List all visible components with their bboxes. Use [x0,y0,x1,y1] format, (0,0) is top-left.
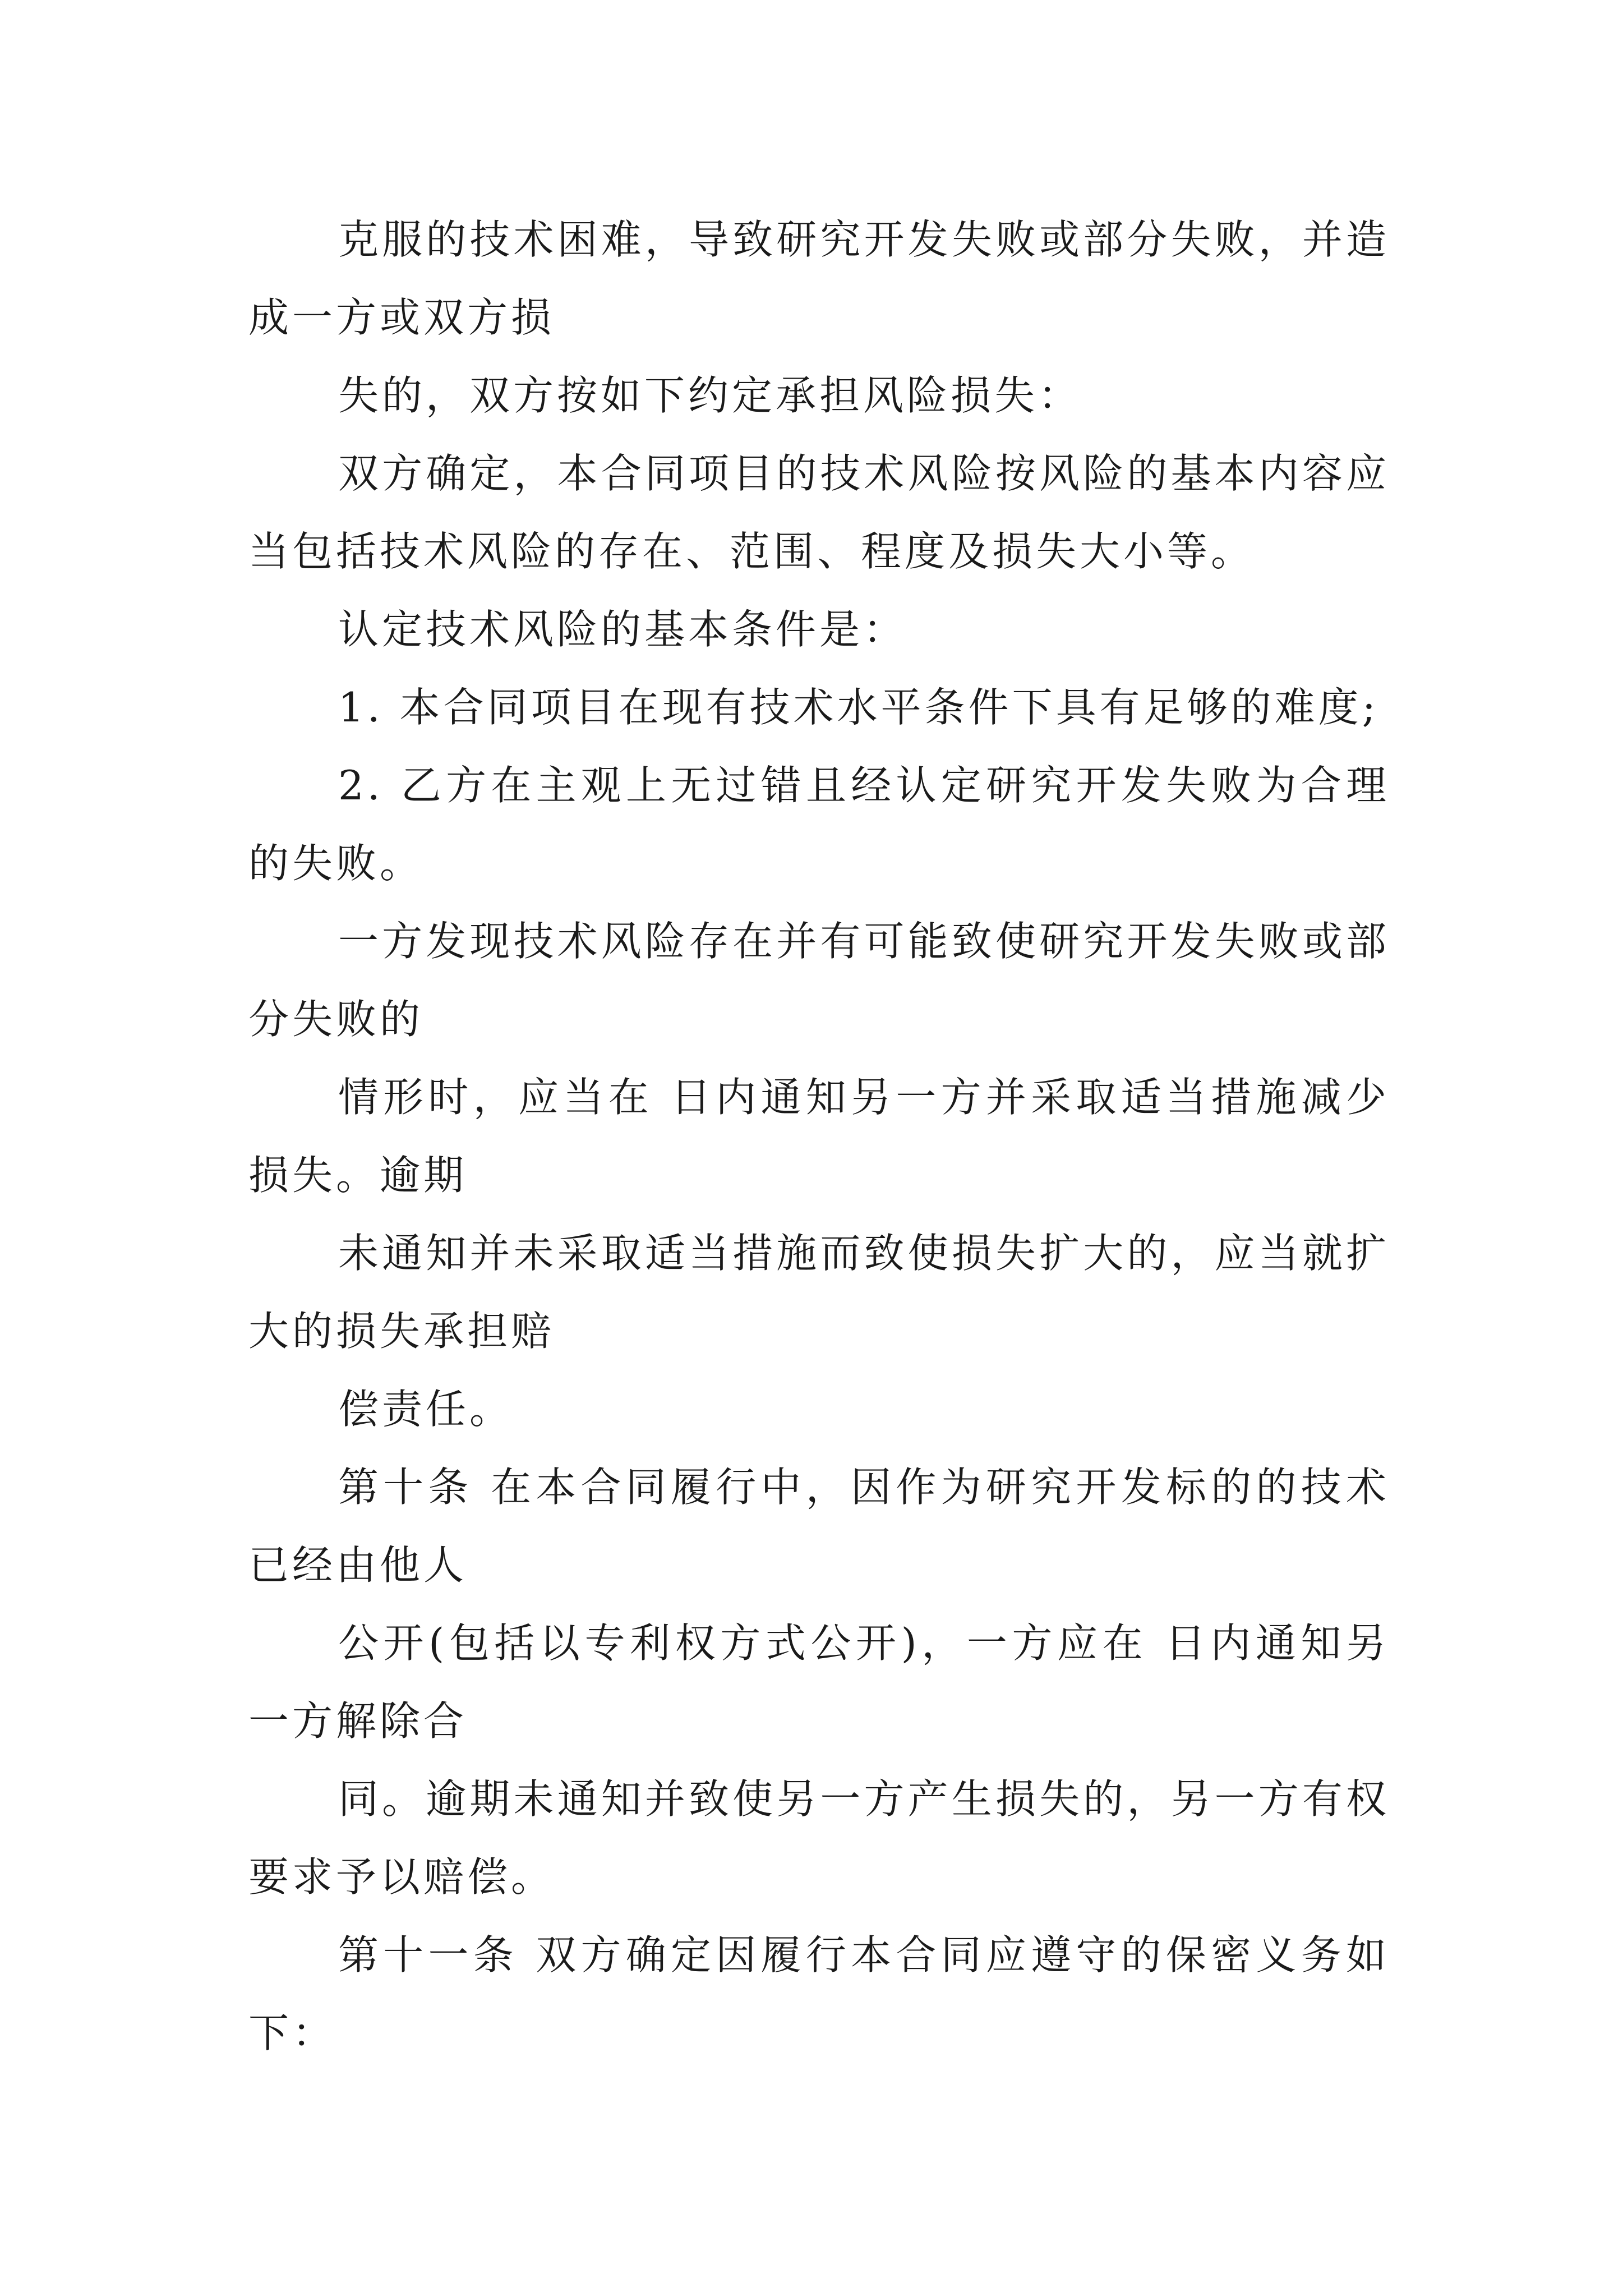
paragraph-8: 情形时，应当在 日内通知另一方并采取适当措施减少损失。逾期 [248,1074,1390,1199]
document-body [248,201,1390,2072]
paragraph-6: 2. 乙方在主观上无过错且经认定研究开发失败为合理的失败。 [248,762,1390,887]
paragraph-14: 第十一条 双方确定因履行本合同应遵守的保密义务如下： [248,1931,1390,2056]
paragraph-1: 克服的技术困难，导致研究开发失败或部分失败，并造成一方或双方损 [248,216,1390,341]
paragraph-2: 失的，双方按如下约定承担风险损失： [338,372,1082,419]
paragraph-12: 公开(包括以专利权方式公开)，一方应在 日内通知另一方解除合 [248,1619,1390,1745]
paragraph-5: 1. 本合同项目在现有技术水平条件下具有足够的难度; [338,684,1379,731]
paragraph-4: 认定技术风险的基本条件是： [338,606,907,653]
paragraph-9: 未通知并未采取适当措施而致使损失扩大的，应当就扩大的损失承担赔 [248,1230,1390,1355]
paragraph-7: 一方发现技术风险存在并有可能致使研究开发失败或部分失败的 [248,918,1390,1043]
paragraph-10: 偿责任。 [338,1386,514,1433]
paragraph-3: 双方确定，本合同项目的技术风险按风险的基本内容应当包括技术风险的存在、范围、程度及损失大小等。 [248,450,1390,575]
paragraph-11: 第十条 在本合同履行中，因作为研究开发标的的技术已经由他人 [248,1464,1390,1589]
paragraph-13: 同。逾期未通知并致使另一方产生损失的，另一方有权要求予以赔偿。 [248,1775,1390,1901]
